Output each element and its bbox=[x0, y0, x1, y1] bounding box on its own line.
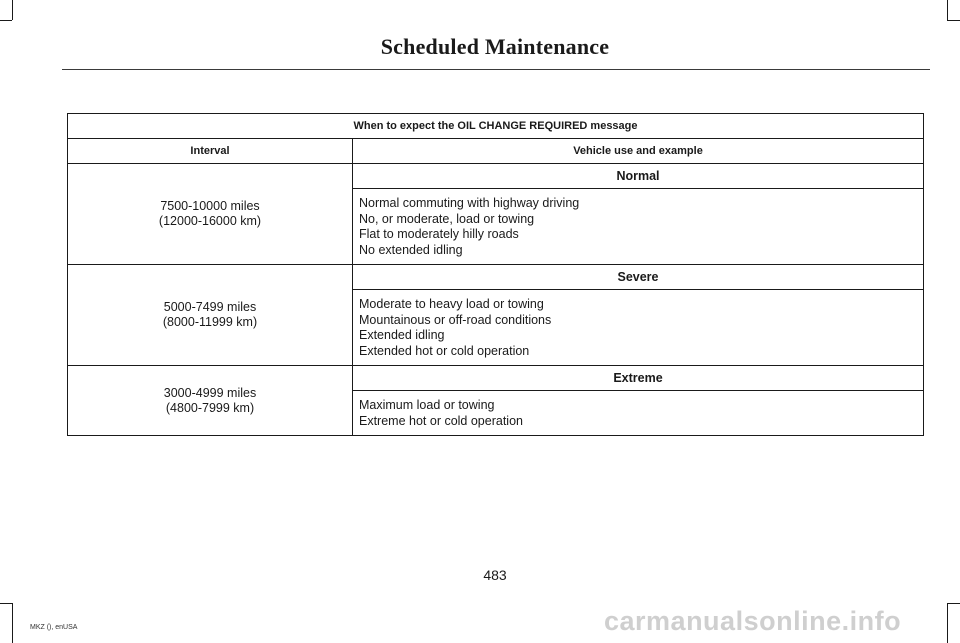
table-row-extreme bbox=[68, 366, 924, 391]
table-caption-row bbox=[68, 114, 924, 139]
detail-cell bbox=[353, 391, 924, 436]
level-heading: Normal bbox=[353, 164, 924, 189]
crop-mark-top-right-horizontal bbox=[947, 20, 960, 21]
interval-cell bbox=[68, 366, 353, 436]
detail-line: Maximum load or towing bbox=[359, 398, 495, 412]
detail-line: Extended hot or cold operation bbox=[359, 343, 530, 358]
interval-km: (12000-16000 km) bbox=[158, 214, 262, 228]
watermark: carmanualsonline.info bbox=[604, 606, 902, 636]
level-heading: Extreme bbox=[353, 366, 924, 391]
page-title: Scheduled Maintenance bbox=[380, 34, 610, 59]
crop-mark-top-right-vertical bbox=[947, 0, 948, 20]
interval-km: (4800-7999 km) bbox=[165, 400, 255, 415]
interval-miles: 5000-7499 miles bbox=[163, 300, 257, 314]
table-row-normal bbox=[68, 164, 924, 189]
table-caption: When to expect the OIL CHANGE REQUIRED message bbox=[68, 114, 924, 139]
level-heading: Severe bbox=[353, 265, 924, 290]
crop-mark-bottom-left-vertical bbox=[12, 603, 13, 643]
footer-code: MKZ (), enUSA bbox=[30, 624, 78, 631]
crop-mark-bottom-right-horizontal bbox=[947, 603, 960, 604]
interval-km: (8000-11999 km) bbox=[162, 315, 258, 329]
interval-cell bbox=[68, 265, 353, 366]
detail-line: Flat to moderately hilly roads bbox=[359, 227, 519, 241]
detail-line: Normal commuting with highway driving bbox=[359, 196, 580, 210]
detail-line: Mountainous or off-road conditions bbox=[359, 312, 552, 327]
title-divider bbox=[62, 69, 930, 70]
detail-cell bbox=[353, 290, 924, 366]
detail-line: No extended idling bbox=[359, 242, 463, 257]
crop-mark-top-left-horizontal bbox=[0, 20, 12, 21]
detail-line: No, or moderate, load or towing bbox=[359, 211, 535, 226]
detail-line: Extreme hot or cold operation bbox=[359, 413, 523, 428]
crop-mark-bottom-right-vertical bbox=[947, 603, 948, 643]
oil-change-table bbox=[67, 113, 924, 436]
column-header-vehicle-use: Vehicle use and example bbox=[353, 139, 924, 164]
detail-cell bbox=[353, 189, 924, 265]
column-header-interval: Interval bbox=[68, 139, 353, 164]
detail-line: Moderate to heavy load or towing bbox=[359, 297, 544, 311]
table-header-row bbox=[68, 139, 924, 164]
interval-cell bbox=[68, 164, 353, 265]
crop-mark-bottom-left-horizontal bbox=[0, 603, 12, 604]
crop-mark-top-left-vertical bbox=[12, 0, 13, 20]
interval-miles: 3000-4999 miles bbox=[163, 385, 257, 400]
table-row-severe bbox=[68, 265, 924, 290]
interval-miles: 7500-10000 miles bbox=[160, 199, 260, 213]
page-number: 483 bbox=[483, 567, 507, 583]
detail-line: Extended idling bbox=[359, 328, 445, 342]
